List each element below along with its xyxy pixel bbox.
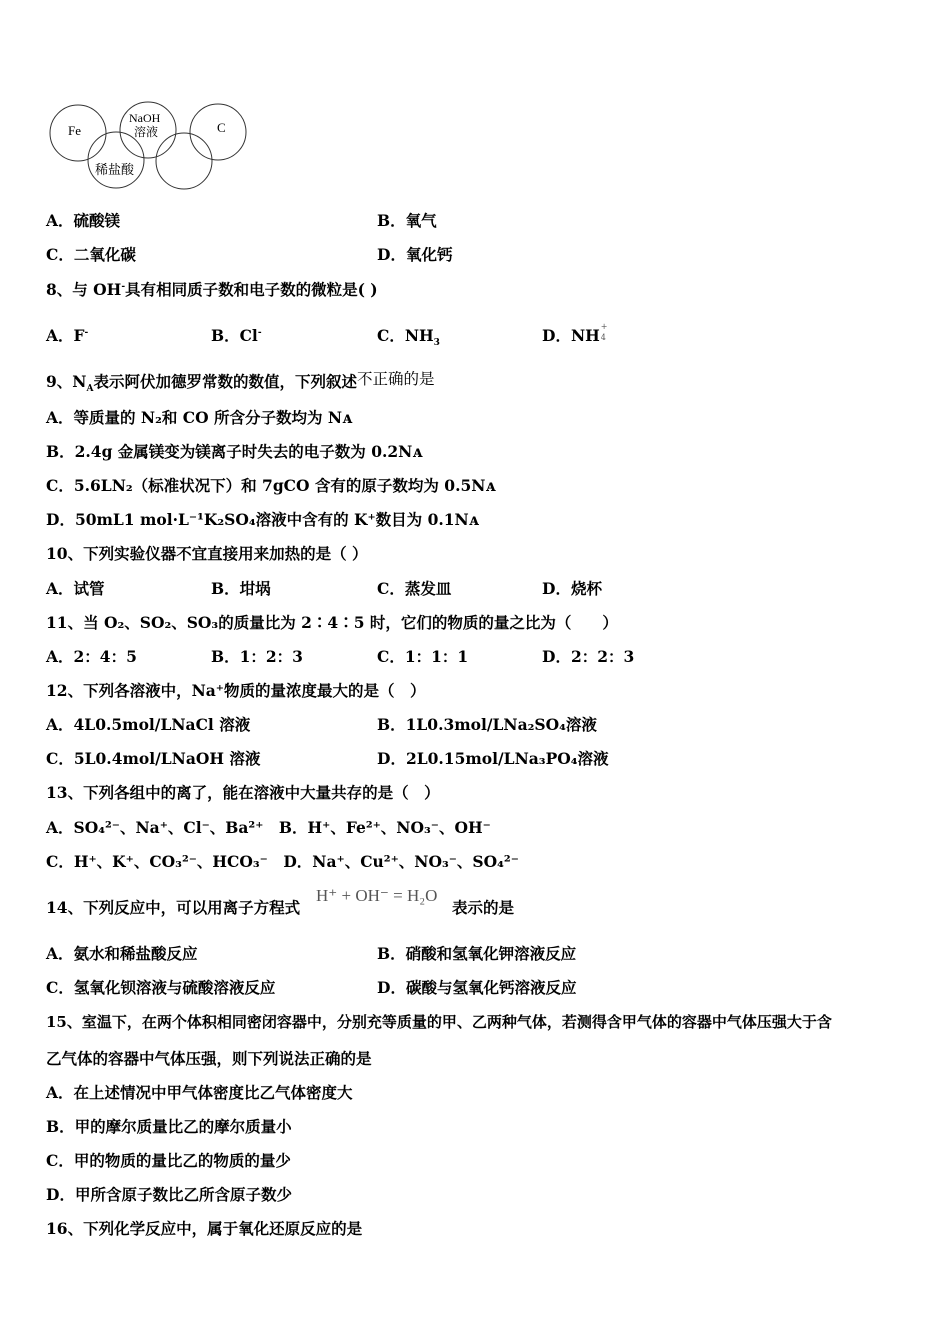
q8-option-b: B．Cl- bbox=[211, 326, 262, 345]
q8-b-text: B．Cl bbox=[211, 326, 258, 345]
q14-equation: H⁺ + OH⁻ = H₂O bbox=[316, 886, 438, 905]
q13-stem: 13、下列各组中的离了，能在溶液中大量共存的是（ ） bbox=[46, 783, 440, 802]
q15-stem-line2: 乙气体的容器中气体压强，则下列说法正确的是 bbox=[46, 1049, 372, 1068]
label-naoh-2: 溶液 bbox=[134, 125, 159, 139]
q10-stem: 10、下列实验仪器不宜直接用来加热的是（ ） bbox=[46, 544, 368, 563]
circle-hcl bbox=[88, 132, 144, 188]
q10-option-b: B．坩埚 bbox=[211, 579, 271, 598]
q15-option-d: D．甲所含原子数比乙所含原子数少 bbox=[46, 1185, 292, 1204]
q15-stem-line1: 15、室温下，在两个体积相同密闭容器中，分别充等质量的甲、乙两种气体，若测得含甲气体的容器中气体压强大于含 bbox=[46, 1013, 832, 1031]
q12-option-a: A．4L0.5mol/LNaCl 溶液 bbox=[46, 715, 251, 734]
q14-option-c: C．氢氧化钡溶液与硫酸溶液反应 bbox=[46, 978, 276, 997]
q8-stem-pre: 8、与 OH bbox=[46, 280, 122, 299]
q8-d-sup: + bbox=[600, 322, 608, 331]
q11-option-c: C．1：1：1 bbox=[377, 647, 469, 666]
q9-option-c: C．5.6LN₂（标准状况下）和 7gCO 含有的原子数均为 0.5Nᴀ bbox=[46, 476, 496, 495]
label-fe: Fe bbox=[68, 123, 81, 138]
label-naoh-1: NaOH bbox=[129, 111, 161, 125]
circle-blank bbox=[156, 133, 212, 189]
q16-stem: 16、下列化学反应中，属于氧化还原反应的是 bbox=[46, 1219, 363, 1238]
q14-option-d: D．碳酸与氢氧化钙溶液反应 bbox=[377, 978, 577, 997]
label-c: C bbox=[217, 120, 226, 135]
q8-option-a: A．F- bbox=[46, 326, 89, 345]
q15-option-a: A．在上述情况中甲气体密度比乙气体密度大 bbox=[46, 1083, 353, 1102]
q9-stem-mid: 表示阿伏加德罗常数的数值，下列叙述 bbox=[93, 372, 357, 391]
q13-options-cd: C．H⁺、K⁺、CO₃²⁻、HCO₃⁻ D．Na⁺、Cu²⁺、NO₃⁻、SO₄²⁻ bbox=[46, 852, 519, 871]
q8-stem: 8、与 OH-具有相同质子数和电子数的微粒是( ) bbox=[46, 280, 378, 299]
q11-option-a: A．2：4：5 bbox=[46, 647, 137, 666]
q10-option-c: C．蒸发皿 bbox=[377, 579, 452, 598]
q14-option-a: A．氨水和稀盐酸反应 bbox=[46, 944, 198, 963]
q14-option-b: B．硝酸和氢氧化钾溶液反应 bbox=[377, 944, 577, 963]
q8-a-text: A．F bbox=[46, 326, 85, 345]
q9-stem bbox=[46, 370, 435, 395]
q15-option-c: C．甲的物质的量比乙的物质的量少 bbox=[46, 1151, 291, 1170]
q9-option-a: A．等质量的 N₂和 CO 所含分子数均为 Nᴀ bbox=[46, 408, 353, 427]
q9-stem-pre: 9、N bbox=[46, 372, 87, 391]
q14-stem-post: 表示的是 bbox=[452, 898, 515, 917]
q14-stem-pre: 14、下列反应中，可以用离子方程式 bbox=[46, 898, 301, 917]
q15-option-b: B．甲的摩尔质量比乙的摩尔质量小 bbox=[46, 1117, 292, 1136]
q8-option-d bbox=[542, 322, 608, 346]
q8-stem-post: 具有相同质子数和电子数的微粒是( ) bbox=[125, 280, 378, 299]
q11-stem: 11、当 O₂、SO₂、SO₃的质量比为 2∶4∶5 时，它们的物质的量之比为（ ） bbox=[46, 613, 618, 632]
q7-option-d: D．氧化钙 bbox=[377, 245, 453, 264]
q12-stem: 12、下列各溶液中，Na⁺物质的量浓度最大的是（ ） bbox=[46, 681, 426, 700]
q8-option-c bbox=[377, 326, 440, 349]
q13-options-ab: A．SO₄²⁻、Na⁺、Cl⁻、Ba²⁺ B．H⁺、Fe²⁺、NO₃⁻、OH⁻ bbox=[46, 818, 491, 837]
q9-stem-post: 不正确的是 bbox=[356, 370, 435, 388]
q7-option-a: A．硫酸镁 bbox=[46, 211, 121, 230]
q11-option-d: D．2：2：3 bbox=[542, 647, 635, 666]
q10-option-d: D．烧杯 bbox=[542, 579, 602, 598]
q12-option-d: D．2L0.15mol/LNa₃PO₄溶液 bbox=[377, 749, 609, 768]
q8-c-sub: 3 bbox=[433, 338, 440, 349]
q10-option-a: A．试管 bbox=[46, 579, 105, 598]
q7-option-b: B．氧气 bbox=[377, 211, 437, 230]
q7-option-c: C．二氧化碳 bbox=[46, 245, 136, 264]
q8-c-text: C．NH bbox=[377, 326, 434, 345]
label-hcl: 稀盐酸 bbox=[95, 163, 135, 178]
q9-option-d: D．50mL1 mol·L⁻¹K₂SO₄溶液中含有的 K⁺数目为 0.1Nᴀ bbox=[46, 510, 479, 529]
q12-option-b: B．1L0.3mol/LNa₂SO₄溶液 bbox=[377, 715, 597, 734]
reaction-circle-diagram bbox=[46, 100, 256, 199]
q8-d-text: D．NH bbox=[542, 326, 600, 345]
q12-option-c: C．5L0.4mol/LNaOH 溶液 bbox=[46, 749, 261, 768]
q9-option-b: B．2.4g 金属镁变为镁离子时失去的电子数为 0.2Nᴀ bbox=[46, 442, 423, 461]
q11-option-b: B．1：2：3 bbox=[211, 647, 303, 666]
q8-d-sub: 4 bbox=[600, 333, 606, 342]
q9-stem-sub: A bbox=[86, 384, 94, 395]
circle-diagram-svg bbox=[46, 100, 256, 195]
